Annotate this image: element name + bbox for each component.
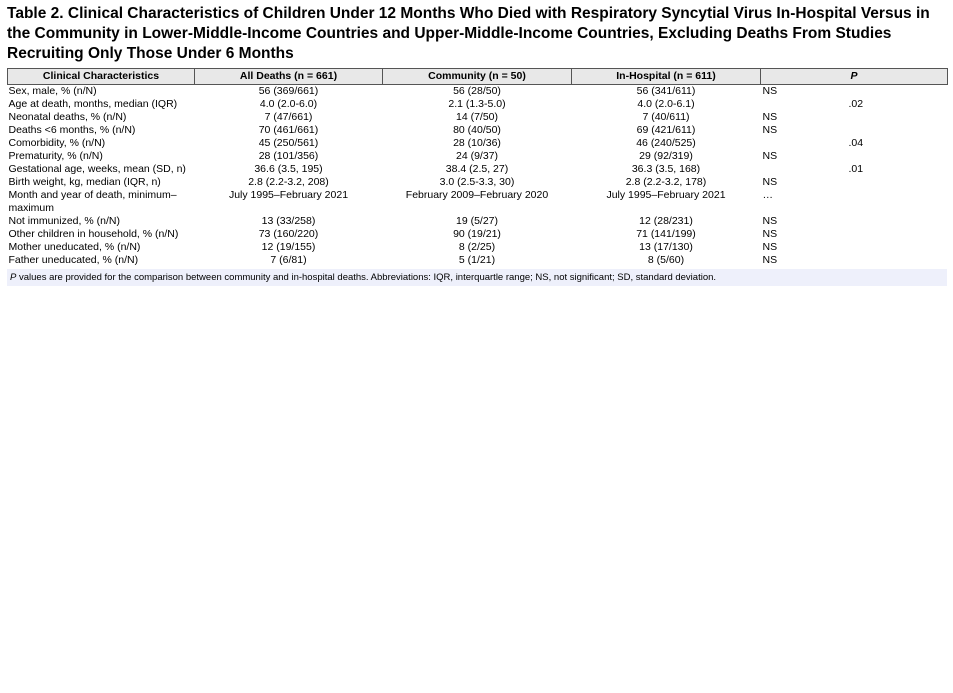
table-row	[8, 163, 948, 176]
row-label-cell: Prematurity, % (n/N)	[8, 150, 103, 162]
row-label-cell: Month and year of death, minimum–maximum	[8, 189, 177, 214]
p-value-cell: NS	[762, 228, 778, 240]
all-deaths-cell: 13 (33/258)	[261, 215, 316, 227]
all-deaths-cell: 7 (6/81)	[270, 254, 307, 266]
table-row	[8, 85, 948, 99]
all-deaths-cell: 2.8 (2.2-3.2, 208)	[248, 176, 329, 188]
footnote-text: values are provided for the comparison between community and in-hospital deaths. Abbreviations: IQR, interquartle range; NS, not significant; SD, standard deviation.	[16, 272, 717, 283]
row-label-cell: Gestational age, weeks, mean (SD, n)	[8, 163, 186, 175]
in-hospital-cell: 71 (141/199)	[636, 228, 696, 240]
p-value-cell: NS	[762, 215, 778, 227]
p-value-cell: .01	[848, 163, 864, 175]
row-label-cell: Mother uneducated, % (n/N)	[8, 241, 141, 253]
table-header-row	[8, 69, 948, 85]
p-value-cell: NS	[762, 124, 778, 136]
row-label-cell: Not immunized, % (n/N)	[8, 215, 120, 227]
all-deaths-cell: 45 (250/561)	[258, 137, 319, 149]
p-value-cell: .02	[848, 98, 864, 110]
characteristics-table	[7, 68, 948, 267]
community-cell: 38.4 (2.5, 27)	[445, 163, 509, 175]
row-label-cell: Neonatal deaths, % (n/N)	[8, 111, 127, 123]
all-deaths-cell: 12 (19/155)	[261, 241, 316, 253]
in-hospital-cell: 12 (28/231)	[639, 215, 693, 227]
p-value-cell: NS	[762, 111, 778, 123]
in-hospital-cell: 46 (240/525)	[636, 137, 696, 149]
all-deaths-cell: 7 (47/661)	[264, 111, 313, 123]
footnote-p-symbol: P	[10, 272, 17, 283]
community-cell: 5 (1/21)	[458, 254, 496, 266]
community-cell: 14 (7/50)	[455, 111, 499, 123]
table-row	[8, 241, 948, 254]
p-value-cell: NS	[762, 176, 778, 188]
in-hospital-cell: 56 (341/611)	[636, 85, 696, 97]
table-row	[8, 189, 948, 215]
in-hospital-cell: 36.3 (3.5, 168)	[631, 163, 701, 175]
community-cell: February 2009–February 2020	[405, 189, 549, 201]
row-label-cell: Sex, male, % (n/N)	[8, 85, 97, 97]
row-label-cell: Birth weight, kg, median (IQR, n)	[8, 176, 161, 188]
in-hospital-cell: 2.8 (2.2-3.2, 178)	[625, 176, 707, 188]
all-deaths-cell: 36.6 (3.5, 195)	[254, 163, 323, 175]
community-cell: 24 (9/37)	[455, 150, 499, 162]
community-cell: 2.1 (1.3-5.0)	[448, 98, 506, 110]
header-in-hospital: In-Hospital (n = 611)	[572, 69, 761, 85]
community-cell: 19 (5/27)	[455, 215, 499, 227]
row-label-cell: Comorbidity, % (n/N)	[8, 137, 106, 149]
table-body	[8, 85, 948, 268]
table-row	[8, 215, 948, 228]
community-cell: 80 (40/50)	[453, 124, 501, 136]
in-hospital-cell: 8 (5/60)	[647, 254, 685, 266]
all-deaths-cell: 56 (369/661)	[258, 85, 319, 97]
row-label-cell: Father uneducated, % (n/N)	[8, 254, 139, 266]
p-value-cell: NS	[762, 254, 778, 266]
community-cell: 8 (2/25)	[458, 241, 496, 253]
table-row	[8, 137, 948, 150]
in-hospital-cell: July 1995–February 2021	[606, 189, 726, 201]
table-row	[8, 98, 948, 111]
community-cell: 28 (10/36)	[453, 137, 501, 149]
all-deaths-cell: 70 (461/661)	[258, 124, 319, 136]
all-deaths-cell: 28 (101/356)	[258, 150, 319, 162]
in-hospital-cell: 13 (17/130)	[639, 241, 693, 253]
header-all-deaths: All Deaths (n = 661)	[195, 69, 383, 85]
table-footnote	[7, 269, 947, 286]
header-clinical-characteristics: Clinical Characteristics	[8, 69, 195, 85]
p-value-cell: .04	[848, 137, 864, 149]
p-value-cell: NS	[762, 241, 778, 253]
p-value-cell: NS	[762, 150, 778, 162]
characteristics-table-container	[7, 68, 947, 286]
in-hospital-cell: 29 (92/319)	[639, 150, 693, 162]
community-cell: 3.0 (2.5-3.3, 30)	[439, 176, 515, 188]
table-row	[8, 176, 948, 189]
in-hospital-cell: 7 (40/611)	[642, 111, 690, 123]
header-p-value: P	[761, 69, 948, 85]
table-row	[8, 150, 948, 163]
all-deaths-cell: July 1995–February 2021	[228, 189, 349, 201]
row-label-cell: Other children in household, % (n/N)	[8, 228, 179, 240]
row-label-cell: Deaths <6 months, % (n/N)	[8, 124, 136, 136]
all-deaths-cell: 4.0 (2.0-6.0)	[259, 98, 318, 110]
table-row	[8, 111, 948, 124]
row-label-cell: Age at death, months, median (IQR)	[8, 98, 178, 110]
header-community: Community (n = 50)	[383, 69, 572, 85]
all-deaths-cell: 73 (160/220)	[258, 228, 319, 240]
in-hospital-cell: 69 (421/611)	[636, 124, 696, 136]
p-value-cell: NS	[762, 85, 778, 97]
in-hospital-cell: 4.0 (2.0-6.1)	[637, 98, 695, 110]
table-row	[8, 228, 948, 241]
table-row	[8, 124, 948, 137]
community-cell: 56 (28/50)	[453, 85, 501, 97]
community-cell: 90 (19/21)	[453, 228, 501, 240]
table-row	[8, 254, 948, 267]
p-value-cell: …	[762, 189, 773, 201]
table-title: Table 2. Clinical Characteristics of Children Under 12 Months Who Died with Respiratory Syncytial Virus In-Hospital Versus in the Community in Lower-Middle-Income Countries and Upper-Middle-Income Countries, Excluding Deaths From Studies Recruiting Only Those Under 6 Months	[7, 5, 930, 62]
